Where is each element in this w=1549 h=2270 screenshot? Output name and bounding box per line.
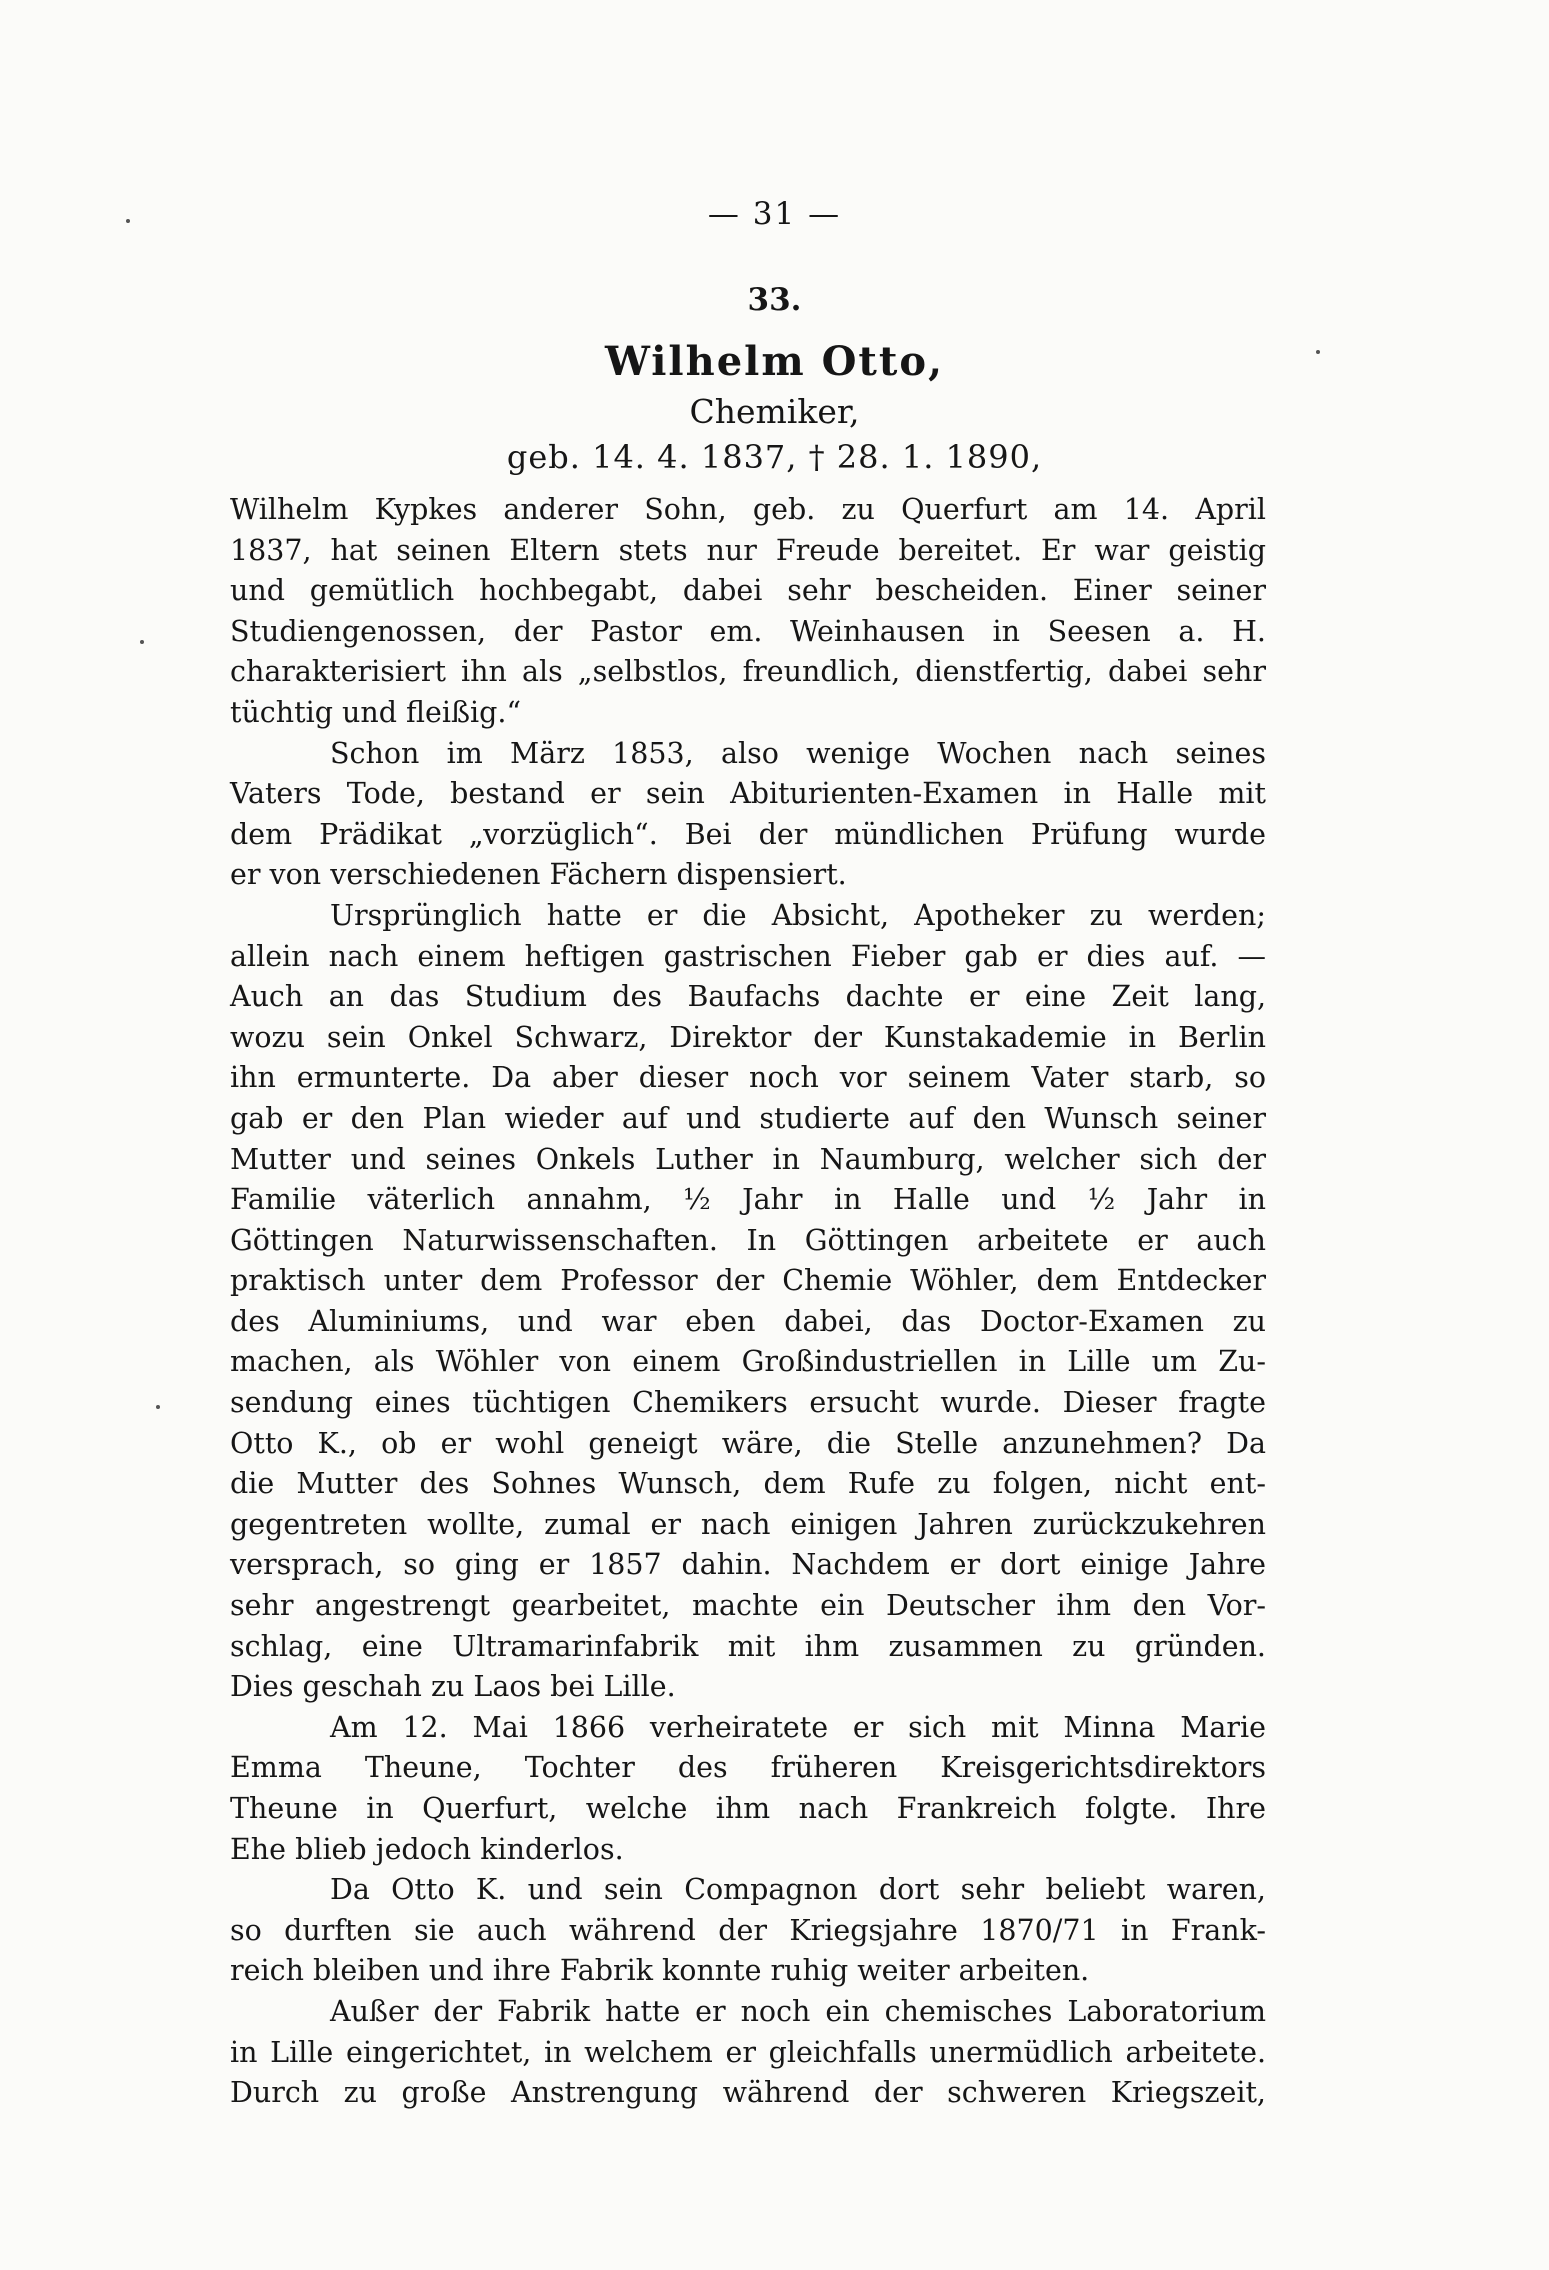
text-line: Auch an das Studium des Baufachs dachte er eine Zeit lang,: [230, 980, 1266, 1014]
text-line: des Aluminiums, und war eben dabei, das Doctor-Examen zu: [230, 1304, 1266, 1338]
text-line: Da Otto K. und sein Compagnon dort sehr beliebt waren,: [330, 1873, 1266, 1907]
margin-speck: [126, 219, 130, 223]
paragraph: [230, 896, 1266, 1708]
text-line: Theune in Querfurt, welche ihm nach Frankreich folgte. Ihre: [230, 1792, 1266, 1825]
text-line: Vaters Tode, bestand er sein Abiturienten-Examen in Halle mit: [230, 777, 1266, 811]
text-line: Dies geschah zu Laos bei Lille.: [230, 1670, 676, 1704]
paragraph: [230, 1870, 1266, 1992]
paragraph: [230, 1708, 1266, 1870]
paragraph: [230, 734, 1266, 896]
text-line: gab er den Plan wieder auf und studierte auf den Wunsch seiner: [230, 1101, 1266, 1135]
text-line: Ursprünglich hatte er die Absicht, Apotheker zu werden;: [330, 898, 1266, 932]
paragraph: [230, 490, 1266, 734]
margin-speck: [1316, 350, 1320, 354]
text-line: er von verschiedenen Fächern dispensiert.: [230, 858, 847, 892]
text-line: Schon im März 1853, also wenige Wochen nach seines: [330, 736, 1266, 770]
text-line: Ehe blieb jedoch kinderlos.: [230, 1832, 624, 1866]
entry-dates: geb. 14. 4. 1837, † 28. 1. 1890,: [506, 438, 1043, 476]
text-line: Wilhelm Kypkes anderer Sohn, geb. zu Querfurt am 14. April: [230, 493, 1266, 526]
text-line: die Mutter des Sohnes Wunsch, dem Rufe zu folgen, nicht ent-: [230, 1467, 1266, 1501]
text-line: versprach, so ging er 1857 dahin. Nachdem er dort einige Jahre: [230, 1548, 1266, 1582]
text-line: Durch zu große Anstrengung während der schweren Kriegszeit,: [230, 2076, 1266, 2110]
text-line: Göttingen Naturwissenschaften. In Göttingen arbeitete er auch: [230, 1223, 1266, 1257]
text-line: reich bleiben und ihre Fabrik konnte ruhig weiter arbeiten.: [230, 1954, 1090, 1988]
entry-profession: Chemiker,: [689, 392, 860, 431]
text-line: Studiengenossen, der Pastor em. Weinhausen in Seesen a. H.: [230, 614, 1266, 648]
text-line: dem Prädikat „vorzüglich“. Bei der mündlichen Prüfung wurde: [230, 817, 1266, 851]
margin-speck: [156, 1405, 160, 1409]
text-line: gegentreten wollte, zumal er nach einigen Jahren zurückzukehren: [230, 1507, 1266, 1541]
text-line: sendung eines tüchtigen Chemikers ersucht wurde. Dieser fragte: [230, 1386, 1266, 1420]
text-line: in Lille eingerichtet, in welchem er gleichfalls unermüdlich arbeitete.: [230, 2035, 1266, 2069]
entry-number: 33.: [747, 282, 802, 318]
text-line: ihn ermunterte. Da aber dieser noch vor seinem Vater starb, so: [230, 1061, 1266, 1095]
paragraph: [230, 1992, 1266, 2114]
text-line: so durften sie auch während der Kriegsjahre 1870/71 in Frank-: [230, 1913, 1266, 1947]
text-line: Familie väterlich annahm, ½ Jahr in Halle und ½ Jahr in: [230, 1183, 1266, 1217]
text-line: machen, als Wöhler von einem Großindustriellen in Lille um Zu-: [230, 1345, 1266, 1379]
page-number: — 31 —: [707, 196, 842, 232]
text-line: Außer der Fabrik hatte er noch ein chemisches Laboratorium: [330, 1994, 1266, 2028]
text-line: praktisch unter dem Professor der Chemie Wöhler, dem Entdecker: [230, 1264, 1266, 1298]
text-line: schlag, eine Ultramarinfabrik mit ihm zusammen zu gründen.: [230, 1629, 1266, 1663]
text-line: Otto K., ob er wohl geneigt wäre, die Stelle anzunehmen? Da: [230, 1426, 1266, 1460]
text-line: Am 12. Mai 1866 verheiratete er sich mit Minna Marie: [330, 1710, 1266, 1744]
text-line: Mutter und seines Onkels Luther in Naumburg, welcher sich der: [230, 1142, 1266, 1176]
text-line: allein nach einem heftigen gastrischen Fieber gab er dies auf. —: [230, 939, 1266, 973]
margin-speck: [140, 640, 144, 644]
text-line: und gemütlich hochbegabt, dabei sehr bescheiden. Einer seiner: [230, 574, 1266, 608]
text-line: sehr angestrengt gearbeitet, machte ein Deutscher ihm den Vor-: [230, 1589, 1266, 1623]
text-line: wozu sein Onkel Schwarz, Direktor der Kunstakademie in Berlin: [230, 1020, 1266, 1054]
text-line: tüchtig und fleißig.“: [230, 695, 522, 729]
text-line: charakterisiert ihn als „selbstlos, freundlich, dienstfertig, dabei sehr: [230, 655, 1266, 689]
entry-name: Wilhelm Otto,: [605, 338, 944, 385]
body-text: [230, 490, 1266, 2114]
text-line: 1837, hat seinen Eltern stets nur Freude bereitet. Er war geistig: [230, 533, 1266, 567]
text-line: Emma Theune, Tochter des früheren Kreisgerichtsdirektors: [230, 1751, 1266, 1785]
